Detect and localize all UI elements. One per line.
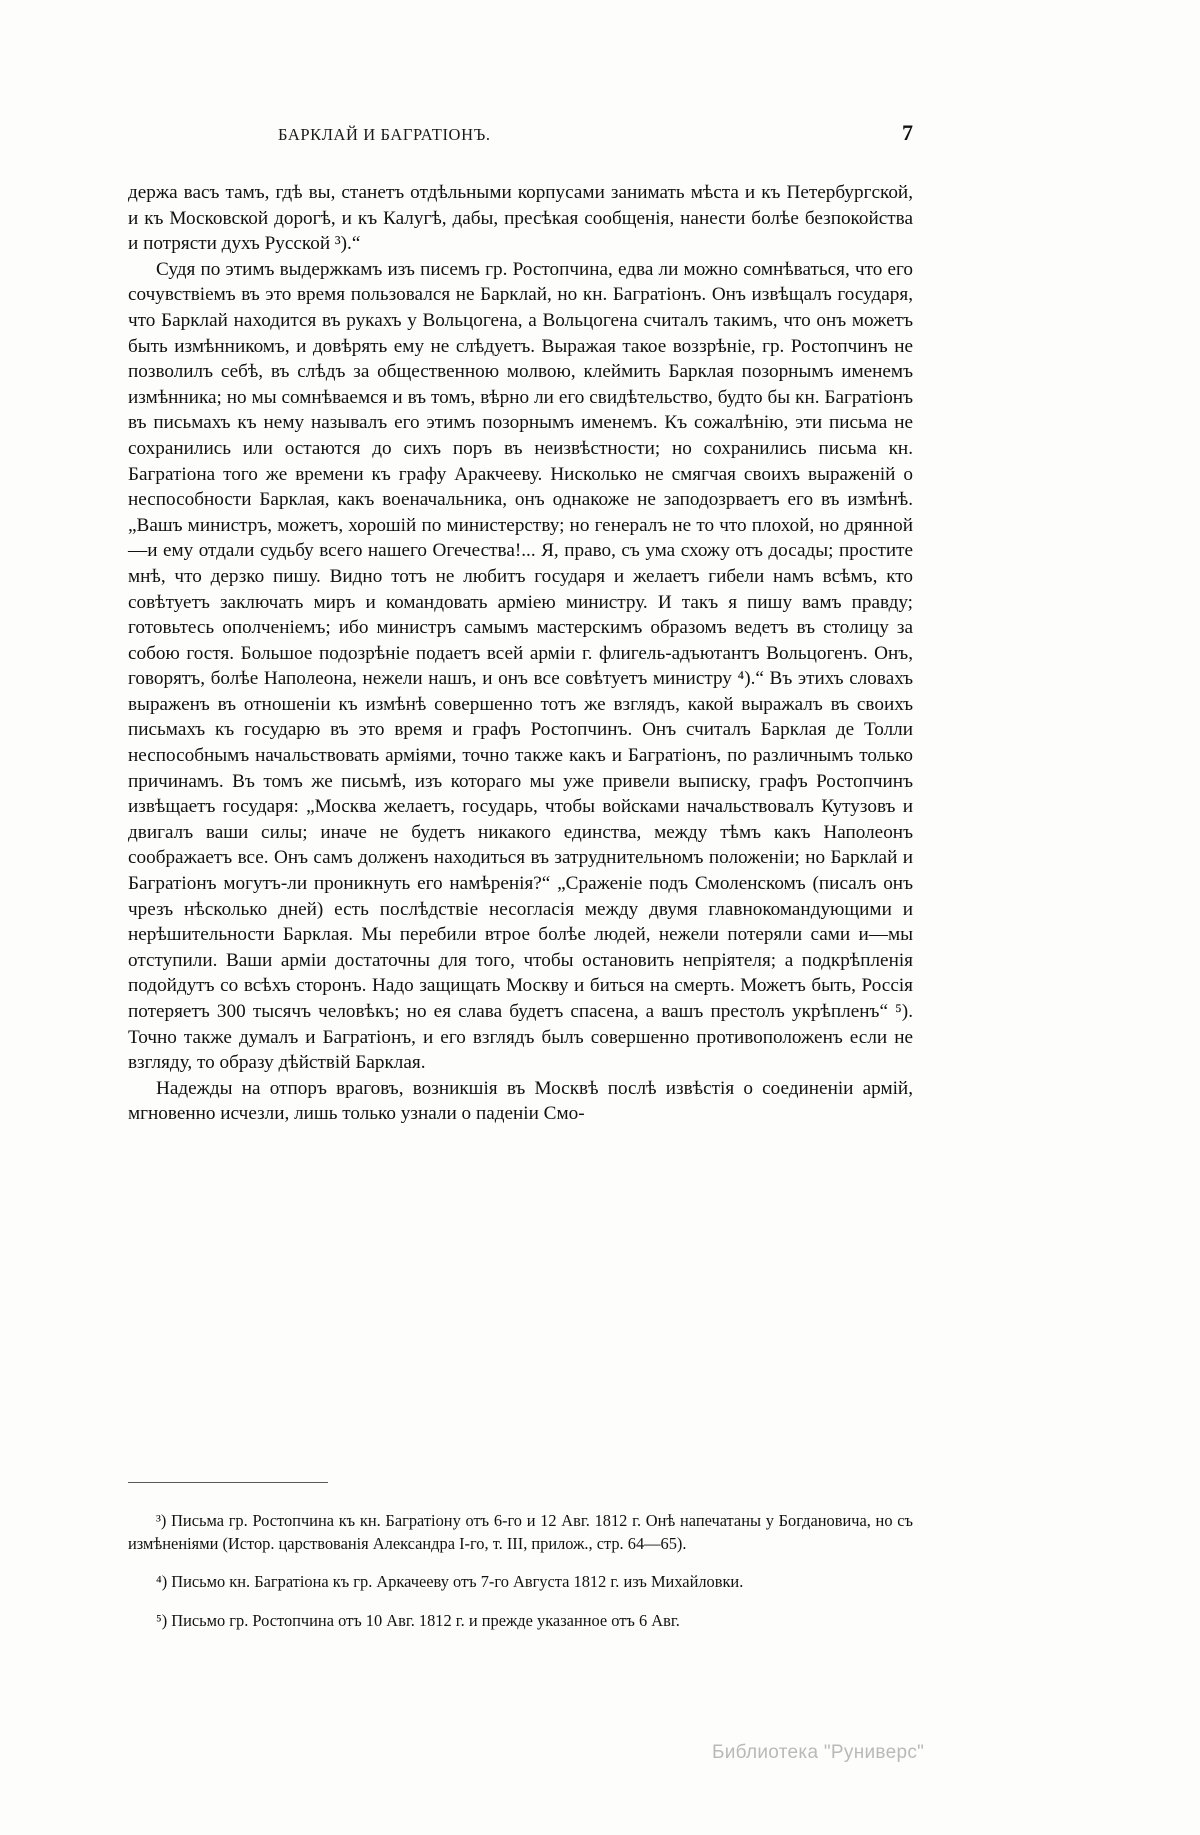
running-title: БАРКЛАЙ И БАГРАТІОНЪ. [278, 125, 491, 144]
page-content [128, 120, 913, 1127]
library-watermark: Библиотека "Руниверс" [712, 1742, 925, 1763]
footnote-item: ³) Письма гр. Ростопчина къ кн. Багратіону отъ 6-го и 12 Авг. 1812 г. Онѣ напечатаны у Богдановича, но съ измѣненіями (Истор. царствованія Александра I-го, т. III, прилож., стр. 64—65). [128, 1511, 913, 1553]
footnote-item: ⁴) Письмо кн. Багратіона къ гр. Аркачееву отъ 7-го Августа 1812 г. изъ Михайловки. [156, 1572, 744, 1591]
footnote-separator-rule [128, 1482, 328, 1483]
page-header [128, 120, 913, 146]
body-paragraph: Надежды на отпоръ враговъ, возникшія въ Москвѣ послѣ извѣстія о соединеніи армій, мгновенно исчезли, лишь только узнали о паденіи Смо- [128, 1077, 913, 1125]
page-number: 7 [902, 120, 913, 145]
body-paragraph: держа васъ тамъ, гдѣ вы, станетъ отдѣльными корпусами занимать мѣста и къ Петербургской, и къ Московской дорогѣ, и къ Калугѣ, дабы, пресѣкая сообщенія, нанести болѣе безпокойства и потрясти духъ Русской ³).“ [128, 182, 913, 255]
body-paragraph: Судя по этимъ выдержкамъ изъ писемъ гр. Ростопчина, едва ли можно сомнѣваться, что его сочувствіемъ въ это время пользовался не Барклай, но кн. Багратіонъ. Онъ извѣщалъ государя, что Барклай находится въ рукахъ у Вольцогена, а Вольцогена считалъ такимъ, что онъ можетъ быть измѣнникомъ, и довѣрять ему не слѣдуетъ. Выражая такое воззрѣніе, гр. Ростопчинъ не позволилъ себѣ, въ слѣдъ за общественною молвою, клеймить Барклая позорнымъ именемъ измѣнника; но мы сомнѣваемся и въ томъ, вѣрно ли его свидѣтельство, будто бы кн. Багратіонъ въ письмахъ къ нему называлъ его этимъ позорнымъ именемъ. Къ сожалѣнію, эти письма не сохранились или остаются до сихъ поръ въ неизвѣстности; но сохранились письма кн. Багратіона того же времени къ графу Аракчееву. Нисколько не смягчая своихъ выраженій о неспособности Барклая, какъ военачальника, онъ однакоже не заподозрваетъ его въ измѣнѣ. „Вашъ министръ, можетъ, хорошій по министерству; но генералъ не то что плохой, но дрянной—и ему отдали судьбу всего нашего Огечества!... Я, право, съ ума схожу отъ досады; простите мнѣ, что дерзко пишу. Видно тотъ не любитъ государя и желаетъ гибели намъ всѣмъ, кто совѣтуетъ заключать миръ и командовать арміею министру. И такъ я пишу вамъ правду; готовьтесь ополченіемъ; ибо министръ самымъ мастерскимъ образомъ ведетъ въ столицу за собою гостя. Большое подозрѣніе подаетъ всей арміи г. флигель-адъютантъ Вольцогенъ. Онъ, говорятъ, болѣе Наполеона, нежели нашъ, и онъ все совѣтуетъ министру ⁴).“ Въ этихъ словахъ выраженъ въ отношеніи къ измѣнѣ совершенно тотъ же взглядъ, какой выражалъ въ своихъ письмахъ къ государю въ это время и графъ Ростопчинъ. Онъ считалъ Барклая де Толли неспособнымъ начальствовать арміями, точно также какъ и Багратіонъ, по различнымъ только причинамъ. Въ томъ же письмѣ, изъ котораго мы уже привели выписку, графъ Ростопчинъ извѣщаетъ государя: „Москва желаетъ, государь, чтобы войсками начальствовалъ Кутузовъ и двигалъ ваши силы; иначе не будетъ никакого единства, между тѣмъ какъ Наполеонъ соображаетъ все. Онъ самъ долженъ находиться въ затруднительномъ положеніи; но Барклай и Багратіонъ могутъ-ли проникнуть его намѣренія?“ „Сраженіе подъ Смоленскомъ (писалъ онъ чрезъ нѣсколько дней) есть послѣдствіе несогласія между двумя главнокомандующими и нерѣшительности Барклая. Мы перебили втрое болѣе людей, нежели потеряли сами и—мы отступили. Ваши арміи достаточны для того, чтобы остановить непріятеля; а подкрѣпленія подойдутъ со всѣхъ сторонъ. Надо защищать Москву и биться на смерть. Можетъ быть, Россія потеряетъ 300 тысячъ человѣкъ; но ея слава будетъ спасена, а вашъ престолъ укрѣпленъ“ ⁵). Точно также думалъ и Багратіонъ, и его взглядъ былъ совершенно противоположенъ если не взгляду, то образу дѣйствій Барклая. [128, 258, 913, 1074]
footnotes-section [128, 1510, 913, 1648]
footnote-item: ⁵) Письмо гр. Ростопчина отъ 10 Авг. 1812 г. и прежде указанное отъ 6 Авг. [156, 1610, 680, 1630]
